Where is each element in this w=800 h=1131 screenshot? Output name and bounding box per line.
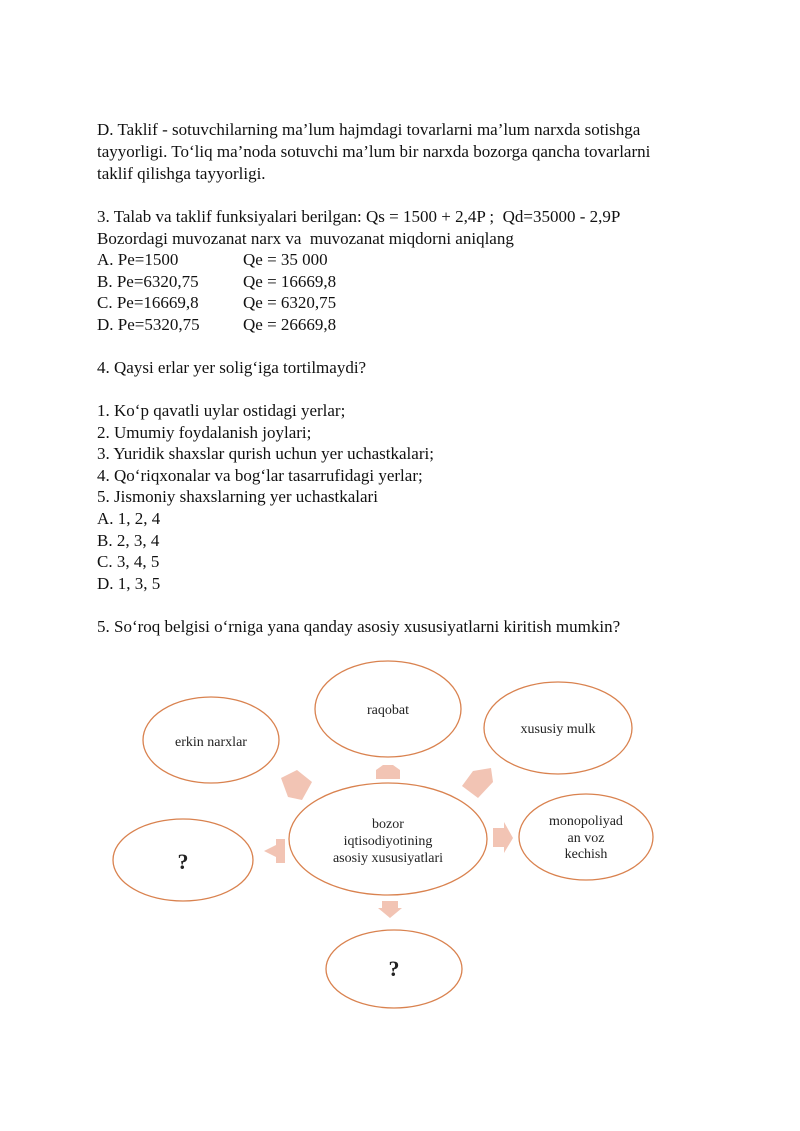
q3-option-d-price: D. Pe=5320,75 bbox=[97, 315, 200, 334]
q5-question: 5. So‘roq belgisi o‘rniga yana qanday asosiy xususiyatlarni kiritish mumkin? bbox=[97, 617, 621, 636]
arrow-right bbox=[493, 822, 513, 853]
node-right-label-1: monopoliyad bbox=[549, 814, 623, 829]
q4-question: 4. Qaysi erlar yer solig‘iga tortilmaydi? bbox=[97, 358, 367, 377]
q2-option-d-line-1: D. Taklif - sotuvchilarning ma’lum hajmdagi tovarlarni ma’lum narxda sotishga bbox=[97, 120, 641, 139]
q4-option-d: D. 1, 3, 5 bbox=[97, 574, 161, 593]
q4-item-4: 4. Qo‘riqxonalar va bog‘lar tasarrufidagi yerlar; bbox=[97, 466, 423, 485]
arrow-up-left bbox=[281, 770, 312, 800]
q3-option-a-quantity: Qe = 35 000 bbox=[243, 250, 328, 269]
node-center-label-3: asosiy xususiyatlari bbox=[332, 851, 444, 866]
arrow-up bbox=[376, 765, 400, 779]
q4-option-a: A. 1, 2, 4 bbox=[97, 509, 161, 528]
node-bottom-question-mark: ? bbox=[388, 956, 400, 981]
node-center-label-2: iqtisodiyotining bbox=[343, 834, 433, 849]
q2-option-d-line-3: taklif qilishga tayyorligi. bbox=[97, 164, 266, 183]
node-right-label-2: an voz bbox=[567, 831, 605, 846]
q4-option-b: B. 2, 3, 4 bbox=[97, 531, 160, 550]
q3-option-b-price: B. Pe=6320,75 bbox=[97, 272, 199, 291]
q4-item-2: 2. Umumiy foydalanish joylari; bbox=[97, 423, 312, 442]
q3-option-c-price: C. Pe=16669,8 bbox=[97, 293, 199, 312]
q3-option-b-quantity: Qe = 16669,8 bbox=[243, 272, 337, 291]
arrow-up-right bbox=[462, 768, 493, 798]
q4-item-1: 1. Ko‘p qavatli uylar ostidagi yerlar; bbox=[97, 401, 346, 420]
node-left-question-mark: ? bbox=[177, 849, 189, 874]
node-top-left-label: erkin narxlar bbox=[175, 735, 247, 750]
arrow-down bbox=[378, 901, 402, 918]
node-top-right-label: xususiy mulk bbox=[520, 722, 596, 737]
q3-option-c-quantity: Qe = 6320,75 bbox=[243, 293, 337, 312]
arrow-left bbox=[264, 839, 285, 863]
q3-option-a-price: A. Pe=1500 bbox=[97, 250, 179, 269]
q3-question-line-2: Bozordagi muvozanat narx va muvozanat miqdorni aniqlang bbox=[97, 229, 514, 248]
q3-option-d-quantity: Qe = 26669,8 bbox=[243, 315, 337, 334]
q3-question-line-1: 3. Talab va taklif funksiyalari berilgan: Qs = 1500 + 2,4P ; Qd=35000 - 2,9P bbox=[97, 207, 621, 226]
q4-item-3: 3. Yuridik shaxslar qurish uchun yer uchastkalari; bbox=[97, 444, 434, 463]
node-center-label-1: bozor bbox=[372, 817, 404, 832]
node-right-label-3: kechish bbox=[564, 847, 608, 862]
q2-option-d-line-2: tayyorligi. To‘liq ma’noda sotuvchi ma’lum bir narxda bozorga qancha tovarlarni bbox=[97, 142, 651, 161]
q4-item-5: 5. Jismoniy shaxslarning yer uchastkalari bbox=[97, 487, 378, 506]
q4-option-c: C. 3, 4, 5 bbox=[97, 552, 160, 571]
node-top-label: raqobat bbox=[367, 703, 409, 718]
